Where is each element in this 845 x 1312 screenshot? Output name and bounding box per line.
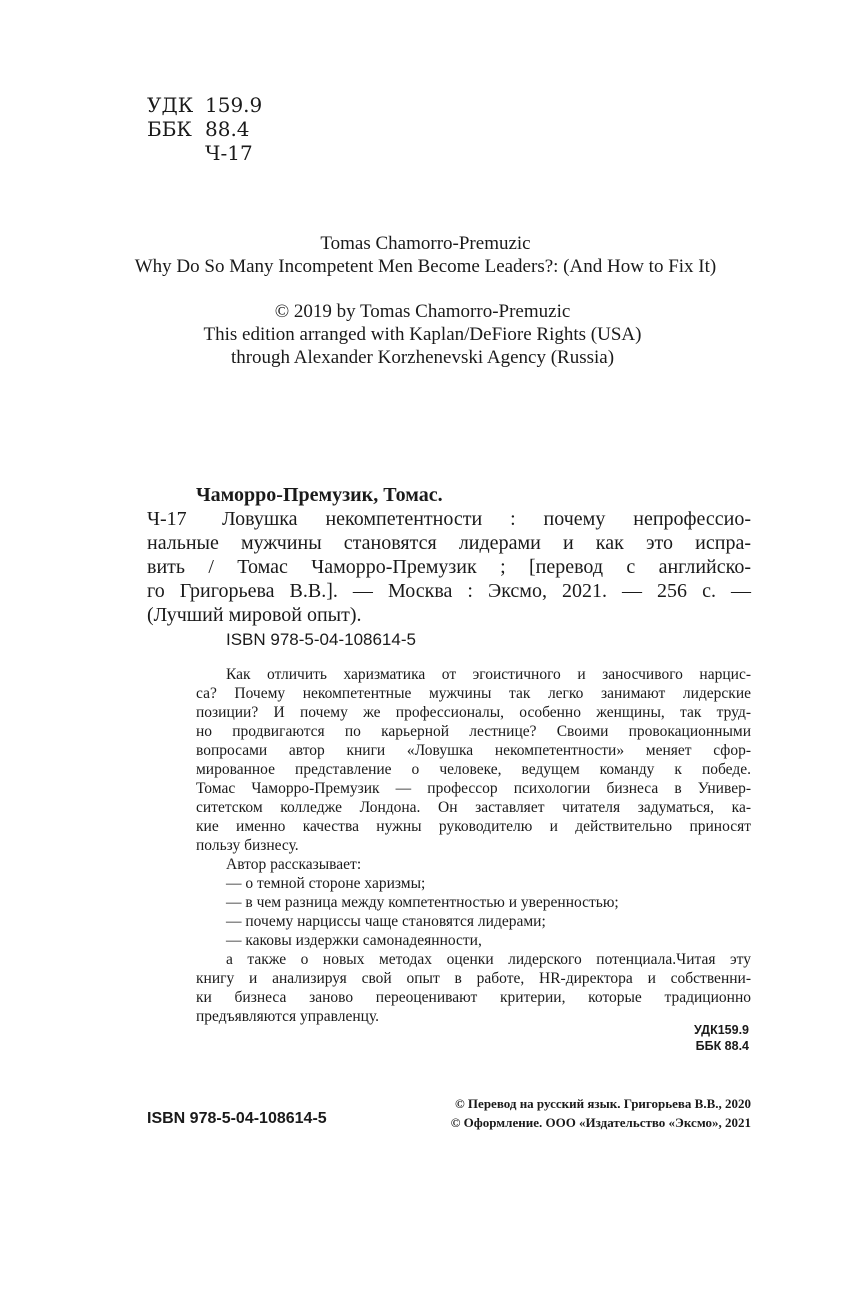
original-edition (0, 232, 845, 278)
record-line: Ловушка некомпетентности : почему непрофессио- (222, 508, 751, 530)
record-line: (Лучший мировой опыт). (147, 604, 362, 626)
annotation-line: са? Почему некомпетентные мужчины так легко занимают лидерские (196, 685, 751, 702)
annotation-bullet: — каковы издержки самонадеянности, (226, 932, 482, 949)
annotation-intro: Автор рассказывает: (226, 856, 362, 873)
author-mark: Ч-17 (205, 141, 253, 165)
original-author: Tomas Chamorro-Premuzic (320, 233, 531, 254)
annotation-line: Томас Чаморро-Премузик — профессор психологии бизнеса в Универ- (196, 780, 751, 797)
udk-label: УДК (147, 93, 194, 117)
annotation-line: ситетском колледже Лондона. Он заставляет читателя задуматься, ка- (196, 799, 751, 816)
bbk-row (147, 117, 250, 141)
record-isbn: ISBN 978-5-04-108614-5 (226, 630, 416, 649)
bbk-label: ББК (147, 117, 192, 141)
annotation-closing-line: книгу и анализируя свой опыт в работе, HR-директора и собственни- (196, 970, 751, 987)
annotation-closing-line: а также о новых методах оценки лидерского потенциала.Читая эту (226, 951, 751, 968)
udk-value: 159.9 (205, 93, 263, 117)
annotation-line: но продвигаются по карьерной лестнице? Своими провокационными (196, 723, 751, 740)
annotation-line: кие именно качества нужны руководителю и действительно приносят (196, 818, 751, 835)
annotation-bbk: ББК 88.4 (695, 1039, 749, 1053)
record-line: вить / Томас Чаморро-Премузик ; [перевод с английско- (147, 556, 751, 578)
bbk-value: 88.4 (205, 117, 250, 141)
annotation-line: Как отличить харизматика от эгоистичного и заносчивого нарцис- (226, 666, 751, 683)
annotation-line: мированное представление о человеке, ведущем команду к победе. (196, 761, 751, 778)
annotation-bullet: — о темной стороне харизмы; (226, 875, 426, 892)
record-line: го Григорьева В.В.]. — Москва : Эксмо, 2021. — 256 с. — (147, 580, 751, 602)
rights-agency: through Alexander Korzhenevski Agency (Russia) (230, 347, 615, 368)
record-code: Ч-17 (147, 508, 187, 530)
annotation-closing-line: ки бизнеса заново переоценивают критерии, которые традиционно (196, 989, 751, 1006)
original-copyright: © 2019 by Tomas Chamorro-Premuzic (274, 301, 571, 322)
rights-block (0, 300, 845, 369)
original-title: Why Do So Many Incompetent Men Become Leaders?: (And How to Fix It) (134, 256, 717, 277)
rights-arranged: This edition arranged with Kaplan/DeFiore Rights (USA) (203, 324, 642, 345)
annotation-closing-line: предъявляются управленцу. (196, 1008, 380, 1025)
udk-row (147, 93, 262, 117)
translation-copyright: © Перевод на русский язык. Григорьева В.В., 2020 (454, 1096, 751, 1111)
annotation-bullet: — почему нарциссы чаще становятся лидерами; (226, 913, 546, 930)
record-author-heading: Чаморро-Премузик, Томас. (196, 484, 443, 506)
record-line: нальные мужчины становятся лидерами и как это испра- (147, 532, 751, 554)
annotation-udk: УДК159.9 (694, 1023, 749, 1037)
annotation-bullet: — в чем разница между компетентностью и уверенностью; (226, 894, 619, 911)
annotation-line: позиции? И почему же профессионалы, особенно женщины, так труд- (196, 704, 751, 721)
annotation-line: вопросами автор книги «Ловушка некомпетентности» меняет сфор- (196, 742, 751, 759)
annotation-line: пользу бизнесу. (196, 837, 299, 854)
footer-isbn: ISBN 978-5-04-108614-5 (147, 1110, 327, 1127)
design-copyright: © Оформление. ООО «Издательство «Эксмо», 2021 (450, 1115, 751, 1130)
